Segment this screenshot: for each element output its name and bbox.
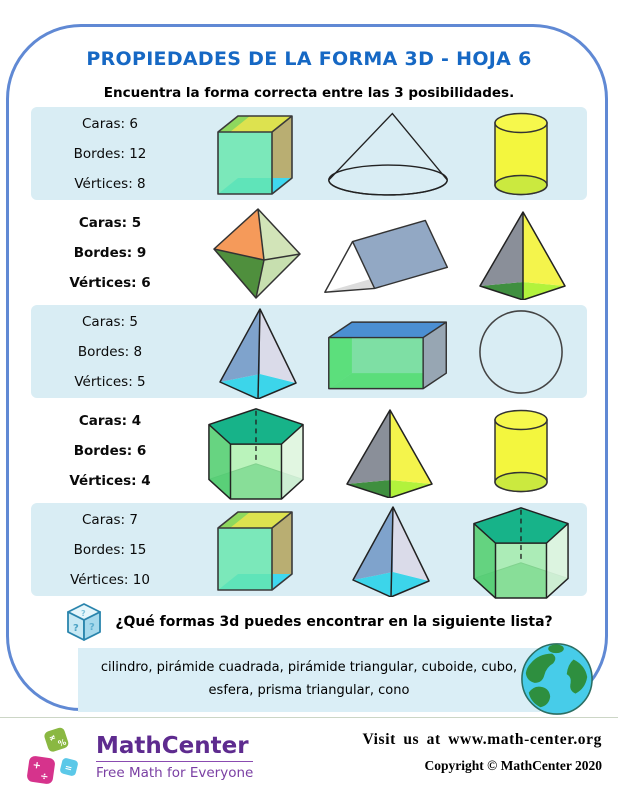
square-pyramid-yellow-icon bbox=[341, 404, 436, 498]
property-labels bbox=[31, 512, 189, 588]
instruction-text: Encuentra la forma correcta entre las 3 posibilidades. bbox=[103, 85, 515, 101]
property-labels bbox=[31, 413, 189, 489]
sphere-icon bbox=[477, 308, 565, 396]
footer-divider bbox=[0, 717, 618, 718]
caras-label: Caras: 5 bbox=[78, 214, 142, 231]
question-text: ¿Qué formas 3d puedes encontrar en la siguiente lista? bbox=[115, 614, 553, 630]
vertices-label: Vértices: 8 bbox=[74, 175, 146, 192]
copyright-text: Copyright © MathCenter 2020 bbox=[424, 758, 602, 773]
property-row bbox=[31, 206, 587, 299]
caras-label: Caras: 4 bbox=[78, 412, 142, 429]
svg-text:≠: ≠ bbox=[47, 732, 58, 744]
shape-cell bbox=[322, 502, 455, 597]
property-labels bbox=[31, 215, 189, 291]
svg-text:÷: ÷ bbox=[39, 770, 50, 784]
brand-tagline: Free Math for Everyone bbox=[96, 765, 254, 781]
vertices-label: Vértices: 5 bbox=[74, 373, 146, 390]
pentagonal-prism-icon bbox=[468, 500, 573, 600]
bordes-label: Bordes: 9 bbox=[73, 244, 147, 261]
shape-cell bbox=[454, 407, 587, 495]
square-pyramid-yellow-icon bbox=[474, 206, 569, 300]
vertices-label: Vértices: 6 bbox=[69, 274, 151, 291]
square-pyramid-blue-icon bbox=[341, 502, 436, 597]
pentagonal-prism-icon bbox=[203, 401, 308, 501]
shape-cell bbox=[189, 401, 322, 501]
property-row bbox=[31, 503, 587, 596]
vertices-label: Vértices: 4 bbox=[69, 472, 151, 489]
octahedron-icon bbox=[208, 205, 303, 300]
square-pyramid-blue-icon bbox=[208, 304, 303, 399]
bordes-label: Bordes: 15 bbox=[73, 541, 147, 558]
cube-icon bbox=[210, 504, 300, 596]
shape-cell bbox=[454, 308, 587, 396]
property-labels bbox=[31, 314, 189, 390]
svg-text:%: % bbox=[57, 737, 68, 749]
shape-cell bbox=[321, 209, 455, 297]
svg-text:?: ? bbox=[81, 609, 86, 618]
cylinder-icon bbox=[491, 407, 551, 495]
shape-cell bbox=[322, 310, 455, 394]
svg-text:=: = bbox=[63, 763, 74, 775]
svg-text:?: ? bbox=[73, 623, 80, 634]
caras-label: Caras: 6 bbox=[82, 115, 138, 132]
bordes-label: Bordes: 8 bbox=[77, 343, 143, 360]
earth-globe-icon bbox=[517, 640, 597, 716]
cuboid-icon bbox=[323, 310, 453, 394]
shape-cell bbox=[322, 404, 455, 498]
page-title: PROPIEDADES DE LA FORMA 3D - HOJA 6 bbox=[86, 48, 532, 70]
question-row bbox=[0, 602, 618, 642]
svg-text:+: + bbox=[31, 759, 42, 772]
shape-cell bbox=[189, 205, 321, 300]
shape-list-line2: esfera, prisma triangular, cono bbox=[208, 682, 410, 698]
caras-label: Caras: 7 bbox=[82, 511, 138, 528]
shape-cell bbox=[455, 206, 587, 300]
shape-cell bbox=[454, 500, 587, 600]
property-row bbox=[31, 305, 587, 398]
caras-label: Caras: 5 bbox=[82, 313, 138, 330]
mathcenter-dice-logo bbox=[26, 727, 84, 787]
brand-name: MathCenter bbox=[96, 733, 253, 762]
cylinder-icon bbox=[491, 110, 551, 198]
shape-cell bbox=[454, 110, 587, 198]
shape-cell bbox=[322, 109, 455, 199]
triangular-prism-icon bbox=[321, 209, 455, 297]
shape-cell bbox=[189, 108, 322, 200]
vertices-label: Vértices: 10 bbox=[70, 571, 150, 588]
question-dice-icon bbox=[65, 602, 103, 642]
cube-icon bbox=[210, 108, 300, 200]
property-labels bbox=[31, 116, 189, 192]
footer-brand-block bbox=[26, 727, 253, 787]
shape-list-box bbox=[78, 648, 540, 712]
bordes-label: Bordes: 6 bbox=[73, 442, 147, 459]
property-row bbox=[31, 404, 587, 497]
svg-text:?: ? bbox=[89, 622, 96, 633]
shape-cell bbox=[189, 304, 322, 399]
bordes-label: Bordes: 12 bbox=[73, 145, 147, 162]
property-row bbox=[31, 107, 587, 200]
visit-url-text: Visit us at www.math-center.org bbox=[362, 731, 602, 748]
cone-icon bbox=[323, 109, 453, 199]
shape-cell bbox=[189, 504, 322, 596]
properties-table bbox=[31, 107, 587, 602]
shape-list-line1: cilindro, pirámide cuadrada, pirámide triangular, cuboide, cubo, bbox=[100, 660, 518, 675]
